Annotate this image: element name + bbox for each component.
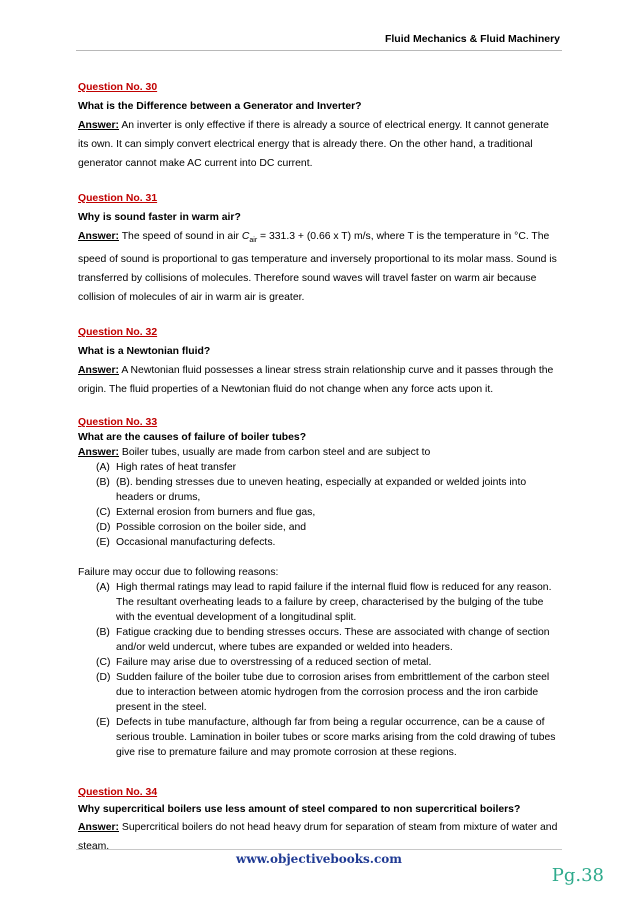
answer-label: Answer:	[78, 120, 119, 131]
list-marker: (B)	[96, 627, 110, 639]
list-item	[78, 505, 560, 520]
list-item-text: Possible corrosion on the boiler side, and	[116, 522, 307, 534]
answer-text	[78, 818, 560, 856]
question-block-30	[78, 78, 560, 173]
answer-label: Answer:	[78, 231, 119, 242]
answer-label: Answer:	[78, 365, 119, 377]
list-item-text: Sudden failure of the boiler tube due to corrosion arises from embrittlement of the carbon steel due to interaction between atomic hydrogen from the corrosion process and the iron carbide present in the steel.	[116, 672, 550, 714]
list-item	[78, 655, 560, 670]
question-text: Why is sound faster in warm air?	[78, 212, 241, 223]
answer-text	[78, 361, 560, 399]
footer-website-link[interactable]: www.objectivebooks.com	[235, 852, 402, 866]
answer-body-post: = 331.3 + (0.66 x T) m/s, where T is the temperature in °C. The speed of sound is proportional to gas temperature and inversely proportional to its molar mass. Sound is transferred by collisions of molecules. Therefore sound waves will travel faster on warm air because collision of molecules of air in warm air is greater.	[78, 231, 557, 304]
list-item	[78, 520, 560, 535]
list-marker: (C)	[96, 657, 111, 669]
causes-list	[78, 460, 560, 550]
list-item-text: High rates of heat transfer	[116, 462, 237, 474]
answer-body: An inverter is only effective if there is already a source of electrical energy. It cannot generate its own. It can simply convert electrical energy that is already there. On the other hand, a traditional generator cannot make AC current into DC current.	[78, 120, 549, 169]
answer-text	[78, 227, 560, 307]
question-number: Question No. 33	[78, 417, 158, 429]
question-text: What is the Difference between a Generator and Inverter?	[78, 101, 362, 112]
list-item	[78, 670, 560, 715]
list-item-text: High thermal ratings may lead to rapid failure if the internal fluid flow is reduced for any reason. The resultant overheating leads to a failure by creep, characterised by the bulging of the tube with the eventual development of a longitudinal split.	[116, 582, 552, 624]
symbol-c: C	[241, 231, 250, 242]
reasons-list	[78, 580, 560, 760]
list-item-text: Defects in tube manufacture, although far from being a regular occurrence, can be a cause of serious trouble. Lamination in boiler tubes or score marks arising from the cold drawing of tubes give rise to premature failure and may promote corrosion at these regions.	[116, 717, 556, 759]
list-item-text: Fatigue cracking due to bending stresses occurs. These are associated with change of section and/or weld undercut, where tubes are expanded or welded into headers.	[116, 627, 550, 654]
question-block-32	[78, 323, 560, 399]
list-item-text: Failure may arise due to overstressing of a reduced section of metal.	[116, 657, 432, 669]
question-block-34	[78, 784, 560, 856]
question-block-33	[78, 415, 560, 760]
answer-text	[78, 445, 560, 460]
list-marker: (E)	[96, 717, 110, 729]
question-text: What are the causes of failure of boiler tubes?	[78, 432, 307, 444]
answer-label: Answer:	[78, 447, 119, 459]
list-marker: (E)	[96, 537, 110, 549]
answer-text	[78, 116, 560, 173]
list-item	[78, 715, 560, 760]
answer-label: Answer:	[78, 822, 119, 834]
list-item-text: (B). bending stresses due to uneven heating, especially at expanded or welded joints into headers or drums,	[116, 477, 527, 504]
page-number: Pg.38	[551, 865, 604, 886]
list-marker: (A)	[96, 582, 110, 594]
question-block-31	[78, 189, 560, 307]
list-item	[78, 625, 560, 655]
answer-body: Supercritical boilers do not head heavy drum for separation of steam from mixture of water and steam.	[78, 822, 558, 853]
question-text: What is a Newtonian fluid?	[78, 346, 211, 358]
failure-intro: Failure may occur due to following reasons:	[78, 567, 279, 579]
list-marker: (C)	[96, 507, 111, 519]
answer-body: A Newtonian fluid possesses a linear stress strain relationship curve and it passes through the origin. The fluid properties of a Newtonian fluid do not change when any force acts upon it.	[78, 365, 554, 396]
header-title: Fluid Mechanics & Fluid Machinery	[384, 33, 560, 45]
answer-body-pre: The speed of sound in air	[119, 231, 242, 242]
answer-body: Boiler tubes, usually are made from carbon steel and are subject to	[119, 447, 431, 459]
list-marker: (B)	[96, 477, 110, 489]
question-number: Question No. 31	[78, 193, 158, 204]
document-body	[78, 78, 560, 872]
header-divider	[76, 50, 562, 51]
question-text: Why supercritical boilers use less amount of steel compared to non supercritical boilers?	[78, 804, 521, 816]
list-item	[78, 580, 560, 625]
footer-divider	[76, 849, 562, 850]
list-item	[78, 460, 560, 475]
question-number: Question No. 30	[78, 82, 158, 93]
list-item	[78, 535, 560, 550]
list-marker: (D)	[96, 672, 111, 684]
list-item-text: Occasional manufacturing defects.	[116, 537, 276, 549]
list-marker: (A)	[96, 462, 110, 474]
list-item-text: External erosion from burners and flue gas,	[116, 507, 316, 519]
list-item	[78, 475, 560, 505]
list-marker: (D)	[96, 522, 111, 534]
question-number: Question No. 32	[78, 327, 158, 339]
symbol-subscript: air	[249, 237, 258, 245]
question-number: Question No. 34	[78, 787, 158, 799]
